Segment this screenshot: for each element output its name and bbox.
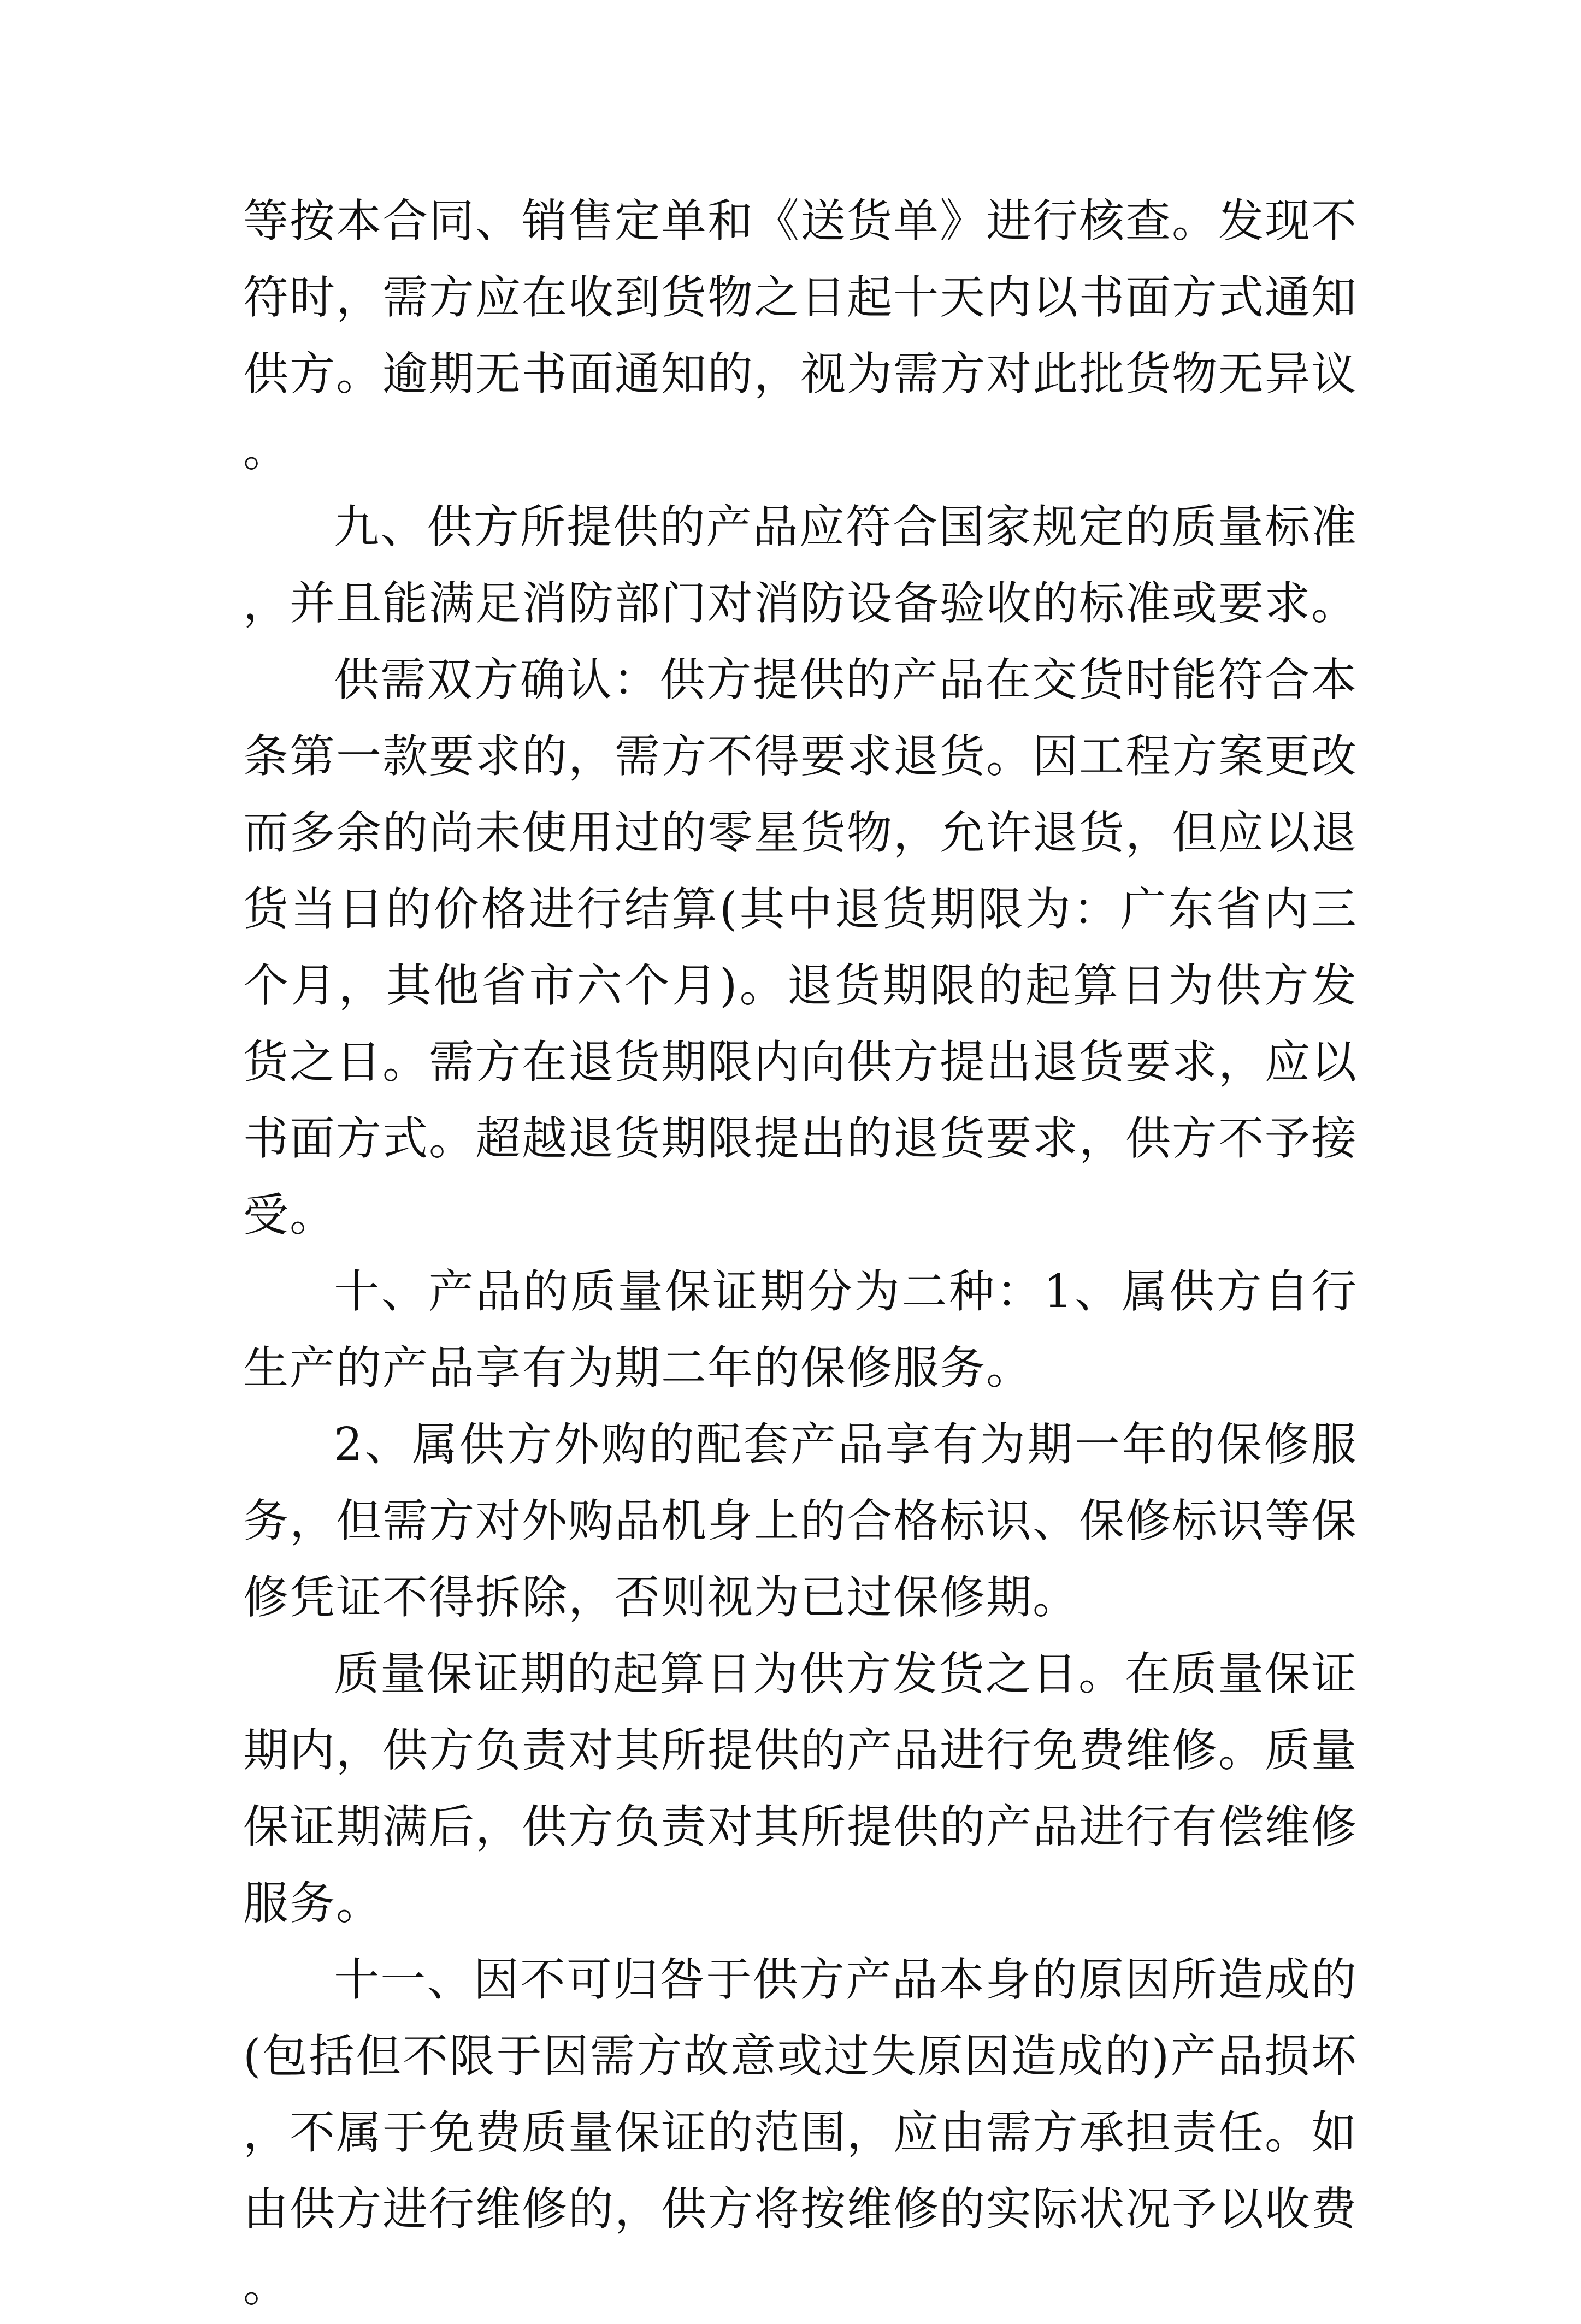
paragraph-return-policy: 供需双方确认：供方提供的产品在交货时能符合本条第一款要求的，需方不得要求退货。因工程方案更改而多余的尚未使用过的零星货物，允许退货，但应以退货当日的价格进行结算(其中退货期限为：广东省内三个月，其他省市六个月)。退货期限的起算日为供方发货之日。需方在退货期限内向供方提出退货要求，应以书面方式。超越退货期限提出的退货要求，供方不予接受。 (243, 653, 1358, 1241)
paragraph-clause-10: 十、产品的质量保证期分为二种：1、属供方自行生产的产品享有为期二年的保修服务。 (243, 1265, 1358, 1394)
paragraph-clause-10-item-2: 2、属供方外购的配套产品享有为期一年的保修服务，但需方对外购品机身上的合格标识、保修标识等保修凭证不得拆除，否则视为已过保修期。 (243, 1418, 1358, 1624)
paragraph-continuation: 等按本合同、销售定单和《送货单》进行核查。发现不符时，需方应在收到货物之日起十天内以书面方式通知供方。逾期无书面通知的，视为需方对此批货物无异议。 (243, 194, 1358, 477)
paragraph-clause-9: 九、供方所提供的产品应符合国家规定的质量标准，并且能满足消防部门对消防设备验收的标准或要求。 (243, 500, 1358, 630)
paragraph-warranty-period: 质量保证期的起算日为供方发货之日。在质量保证期内，供方负责对其所提供的产品进行免费维修。质量保证期满后，供方负责对其所提供的产品进行有偿维修服务。 (243, 1647, 1358, 1930)
body-text (243, 183, 1358, 2324)
paragraph-clause-11: 十一、因不可归咎于供方产品本身的原因所造成的(包括但不限于因需方故意或过失原因造成的)产品损坏，不属于免费质量保证的范围，应由需方承担责任。如由供方进行维修的，供方将按维修的实际状况予以收费。 (243, 1953, 1358, 2312)
